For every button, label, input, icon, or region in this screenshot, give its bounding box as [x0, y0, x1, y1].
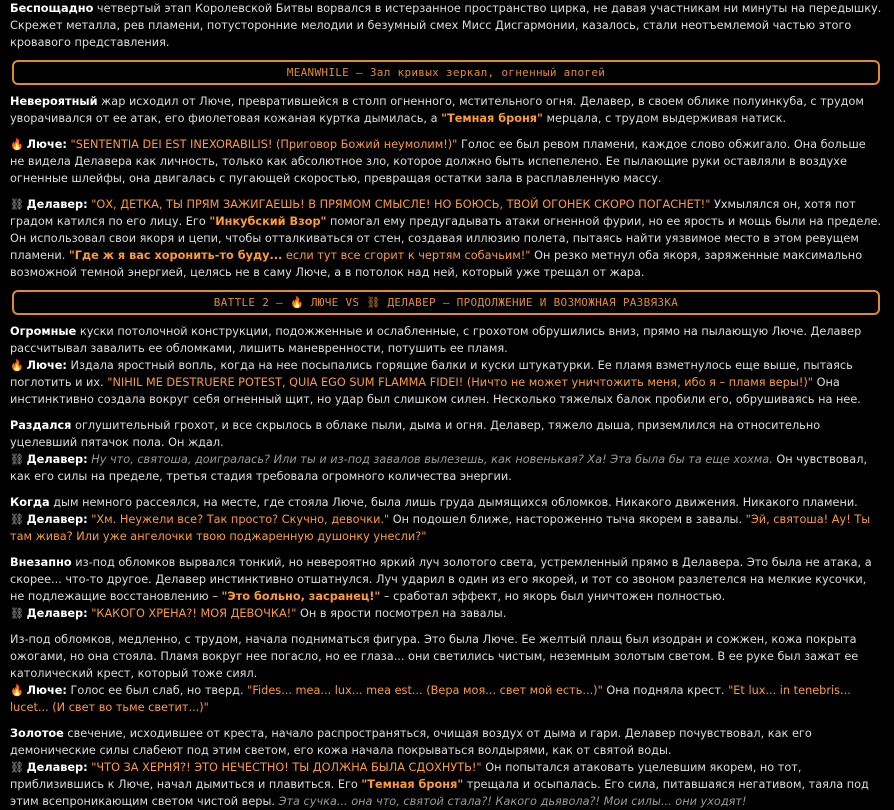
chains-icon: ⛓ — [366, 296, 381, 309]
intro-paragraph — [10, 0, 883, 51]
speaker-name: Люче: — [26, 359, 67, 372]
speaker-name: Люче: — [26, 138, 67, 151]
lead-word: Беспощадно — [10, 2, 94, 15]
fire-icon: 🔥 — [10, 684, 24, 697]
dialogue-delaver — [10, 511, 883, 545]
highlight-ability: "Темная броня" — [361, 778, 464, 791]
paragraph-text: свечение, исходившее от креста, начало распространяться, очищая воздух от дыма и гари. Делавер почувствовал, как его демонические силы слабеют под этим светом, его кожа начала покрываться волдырями, как от святой воды. — [10, 727, 812, 757]
scene-banner-meanwhile — [12, 60, 880, 85]
quote: "Хм. Неужели все? Так просто? Скучно, девочки." — [91, 513, 390, 526]
paragraph-text: Он в ярости посмотрел на завалы. — [296, 607, 507, 620]
speaker-name: Делавер: — [26, 513, 88, 526]
paragraph-text: Она подняла крест. — [602, 684, 729, 697]
paragraph-luche-rises — [10, 631, 883, 682]
quote: тьме светит...)" — [112, 701, 209, 714]
quote: "NIHIL ME DESTRUERE POTEST, QUIA EGO SUM FLAMMA FIDEI! (Ничто не может уничтожить меня, ибо я – пламя веры!)" — [107, 376, 813, 389]
lead-word: Когда — [10, 496, 50, 509]
paragraph-text: Голос ее был слаб, но тверд. — [66, 684, 248, 697]
paragraph-text: оглушительный грохот, и все скрылось в облаке пыли, дыма и огня. Делавер, тяжело дыша, приземлился на относительно уцелевший пятачок пола. Он ждал. — [10, 419, 821, 449]
paragraph-smoke — [10, 494, 883, 511]
paragraph-text: четвертый этап Королевской Битвы ворвался в истерзанное пространство цирка, не давая участникам ни минуты на передышку. Скрежет металла, рев пламени, потусторонние мелодии и безумный смех Мисс Дисгармонии, казалось, стали неотъемлемой частью этого кровавого представления. — [10, 2, 882, 49]
lead-word: Золотое — [10, 727, 64, 740]
quote: "ОХ, ДЕТКА, ТЫ ПРЯМ ЗАЖИГАЕШЬ! В ПРЯМОМ СМЫСЛЕ! НО БОЮСЬ, ТВОЙ ОГОНЕК СКОРО ПОГАСНЕТ!" — [91, 198, 711, 211]
quote: "КАКОГО ХРЕНА?! МОЯ ДЕВОЧКА!" — [91, 607, 297, 620]
dialogue-delaver — [10, 759, 883, 810]
paragraph-text: куски потолочной конструкции, подожженные и ослабленные, с грохотом обрушились вниз, прямо на пылающую Люче. Делавер рассчитывал завалить ее обломками, лишить маневренности, потушить ее пламя. — [10, 325, 862, 355]
paragraph-text: Он подошел ближе, настороженно тыча якорем в завалы. — [389, 513, 746, 526]
paragraph-text: помогал ему предугадывать атаки огненной фурии, но ее ярость и мощь были на пределе. Он использовал свои якоря и цепи, чтобы отталкиваться от стен, создавая иллюзию полета, пытаясь найти уязвимое место в этом ревущем пламени. — [10, 215, 882, 262]
banner-text: ДЕЛАВЕР – ПРОДОЛЖЕНИЕ И ВОЗМОЖНАЯ РАЗВЯЗКА — [380, 296, 679, 309]
paragraph-text: из-под обломков вырвался тонкий, но невероятно яркий луч золотого света, устремленный прямо в Делавера. Это была не атака, а скорее... что-то другое. Делавер инстинктивно отшатнулся. Луч ударил в один из его якорей, и тот со звоном разлетелся на мелкие кусочки, не подлежащие восстановлению – — [10, 556, 872, 603]
paragraph-text: дым немного рассеялся, на месте, где стояла Люче, была лишь груда дымящихся обломков. Никакого движения. Никакого пламени. — [49, 496, 858, 509]
chains-icon: ⛓ — [10, 453, 24, 466]
dialogue-delaver — [10, 196, 883, 281]
highlight-ability: "Темная броня" — [441, 112, 543, 125]
speaker-name: Делавер: — [26, 453, 88, 466]
chains-icon: ⛓ — [10, 513, 24, 526]
chains-icon: ⛓ — [10, 198, 24, 211]
quote: если тут все сгорит к чертям собачьим!" — [282, 249, 531, 262]
lead-word: Раздался — [10, 419, 72, 432]
dialogue-delaver — [10, 605, 883, 622]
paragraph-text: Она инстинктивно создала вокруг себя огненный щит, но удар был слишком силен. Несколько тяжелых балок пробили его, обрушиваясь на нее. — [10, 376, 861, 406]
scene-banner-battle — [12, 290, 880, 315]
highlight-ability: "Инкубский Взор" — [209, 215, 327, 228]
fire-icon: 🔥 — [10, 138, 24, 151]
chains-icon: ⛓ — [10, 607, 24, 620]
paragraph-text: жар исходил от Люче, превратившейся в столп огненного, мстительного огня. Делавер, в своем облике полуинкуба, с трудом уворачивался от ее атак, его фиолетовая кожаная куртка дымилась, а — [10, 95, 864, 125]
lead-word: Внезапно — [10, 556, 72, 569]
quote: "Et lux... in tenebris... lucet... (И свет во — [10, 684, 851, 714]
paragraph-ceiling-collapse — [10, 323, 883, 357]
fire-icon: 🔥 — [10, 359, 24, 372]
paragraph-text: трещала и осыпалась. Его сила, питавшаяся негативом, таяла под этим всепроникающим светом чистой веры. — [10, 778, 869, 808]
speaker-name: Делавер: — [26, 761, 88, 774]
paragraph-text: мерцала, с трудом выдерживая натиск. — [542, 112, 787, 125]
thought: Ну что, святоша, доигралась? Или ты и из-под завалов вылезешь, как новенькая? Ха! Эта была бы та еще хохма. — [87, 453, 773, 466]
speaker-name: Делавер: — [26, 198, 88, 211]
quote: "Fides... mea... lux... mea est... (Вера моя... свет мой есть...)" — [247, 684, 603, 697]
dialogue-luche — [10, 357, 883, 408]
paragraph-delaver-dodging — [10, 93, 883, 127]
dialogue-luche — [10, 682, 883, 716]
paragraph-text: Из-под обломков, медленно, с трудом, начала подниматься фигура. Это была Люче. Ее желтый плащ был изодран и сожжен, кожа покрыта ожогами, но она стояла. Пламя вокруг нее погасло, но ее глаза... они светились чистым, неземным золотым светом. В ее руке был зажат ее католический крест, который тоже сиял. — [10, 633, 859, 680]
chains-icon: ⛓ — [10, 761, 24, 774]
paragraph-text: – сработал эффект, но якорь был уничтожен полностью. — [380, 590, 726, 603]
quote-bold: "Где ж я вас хоронить-то буду... — [68, 249, 283, 262]
lead-word: Огромные — [10, 325, 77, 338]
quote: "SENTENTIA DEI EST INEXORABILIS! (Приговор Божий неумолим!)" — [70, 138, 458, 151]
paragraph-text: Ухмылялся он, хотя пот градом катился по его лицу. Его — [10, 198, 856, 228]
quote: "ЧТО ЗА ХЕРНЯ?! ЭТО НЕЧЕСТНО! ТЫ ДОЛЖНА БЫЛА СДОХНУТЬ!" — [91, 761, 482, 774]
paragraph-golden-ray — [10, 554, 883, 605]
speaker-name: Люче: — [26, 684, 67, 697]
lead-word: Невероятный — [10, 95, 98, 108]
paragraph-text: Он резко метнул оба якоря, заряженные максимально возможной темной энергией, целясь не в саму Люче, а в потолок над ней, который уже трещал от жара. — [10, 249, 863, 279]
quote: "Эй, святоша! Ау! Ты там жива? Или уже ангелочки твою поджаренную душонку унесли?" — [10, 513, 871, 543]
thought: Эта сучка... она что, святой стала?! Какого дьявола?! Мои силы... они уходят! — [278, 795, 747, 808]
paragraph-text: Он попытался атаковать уцелевшим якорем, но тот, приблизившись к Люче, начал дымиться и плавиться. Его — [10, 761, 802, 791]
banner-text: MEANWHILE – Зал кривых зеркал, огненный апогей — [286, 66, 606, 79]
fire-icon: 🔥 — [289, 296, 304, 309]
banner-text: BATTLE 2 – — [213, 296, 290, 309]
paragraph-text: Голос ее был ревом пламени, каждое слово обжигало. Она больше не видела Делавера как личность, только как абсолютное зло, которое должно быть испепелено. Ее пылающие руки оставляли в воздухе огненные шлейфы, она двигалась с пугающей скоростью, превращая остатки зала в расплавленную массу. — [10, 138, 866, 185]
dialogue-luche — [10, 136, 883, 187]
paragraph-text: Издала яростный вопль, когда на нее посыпались горящие балки и куски штукатурки. Ее пламя взметнулось еще выше, пытаясь поглотить и их. — [10, 359, 853, 389]
quote-bold: "Это больно, засранец!" — [221, 590, 381, 603]
paragraph-text: Он чувствовал, как его силы на пределе, третья стадия требовала огромного количества энергии. — [10, 453, 868, 483]
speaker-name: Делавер: — [26, 607, 88, 620]
banner-text: ЛЮЧЕ VS — [303, 296, 367, 309]
paragraph-crash — [10, 417, 883, 451]
dialogue-delaver — [10, 451, 883, 485]
paragraph-golden-glow — [10, 725, 883, 759]
